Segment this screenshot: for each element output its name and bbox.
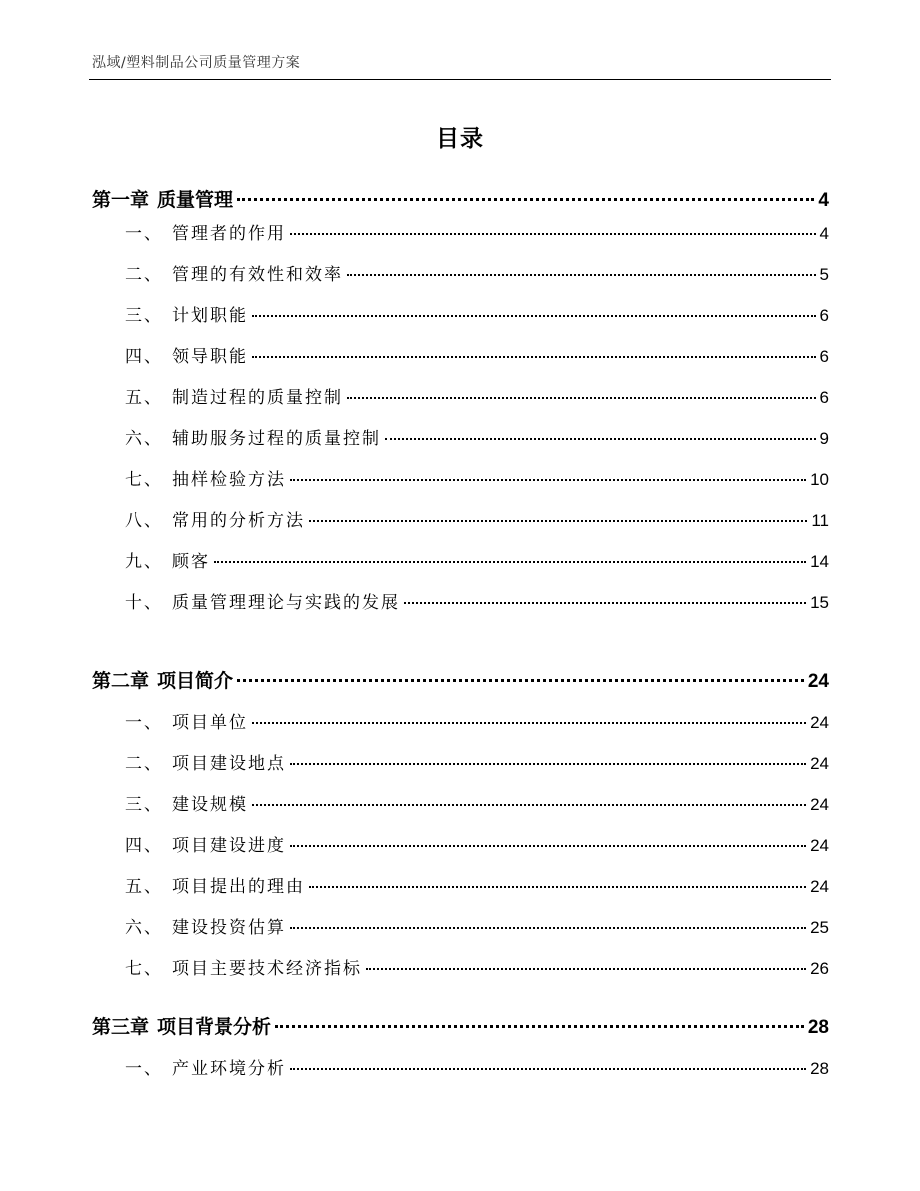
toc-chapter-entry[interactable] xyxy=(92,185,829,212)
entry-title: 项目提出的理由 xyxy=(172,877,305,897)
dot-leader xyxy=(309,520,807,522)
entry-number: 五、 xyxy=(125,388,163,408)
dot-leader xyxy=(275,1025,804,1028)
entry-title: 建设投资估算 xyxy=(172,918,286,938)
entry-page-number: 10 xyxy=(810,470,829,489)
toc-section-entry[interactable] xyxy=(125,547,829,572)
entry-page-number: 6 xyxy=(819,388,829,407)
entry-title: 项目主要技术经济指标 xyxy=(172,959,362,979)
entry-title: 项目背景分析 xyxy=(157,1016,272,1038)
entry-number: 十、 xyxy=(125,593,163,613)
entry-page-number: 4 xyxy=(819,224,829,243)
entry-number: 第三章 xyxy=(92,1016,150,1038)
entry-number: 五、 xyxy=(125,877,163,897)
dot-leader xyxy=(290,1068,806,1070)
entry-title: 管理的有效性和效率 xyxy=(172,265,343,285)
entry-number: 一、 xyxy=(125,1059,163,1079)
dot-leader xyxy=(290,927,806,929)
entry-page-number: 15 xyxy=(810,593,829,612)
entry-number: 七、 xyxy=(125,470,163,490)
toc-section-entry[interactable] xyxy=(125,872,829,897)
dot-leader xyxy=(290,233,816,235)
dot-leader xyxy=(347,274,816,276)
toc-section-entry[interactable] xyxy=(125,506,829,531)
running-header: 泓域/塑料制品公司质量管理方案 xyxy=(92,55,301,71)
toc-section-entry[interactable] xyxy=(125,342,829,367)
entry-title: 建设规模 xyxy=(172,795,248,815)
dot-leader xyxy=(237,198,814,201)
entry-number: 六、 xyxy=(125,918,163,938)
toc-section-entry[interactable] xyxy=(125,219,829,244)
dot-leader xyxy=(252,315,816,317)
toc-section-entry[interactable] xyxy=(125,954,829,979)
toc-section-entry[interactable] xyxy=(125,749,829,774)
dot-leader xyxy=(290,479,806,481)
toc-section-entry[interactable] xyxy=(125,424,829,449)
entry-title: 制造过程的质量控制 xyxy=(172,388,343,408)
dot-leader xyxy=(366,968,806,970)
dot-leader xyxy=(290,763,806,765)
entry-number: 三、 xyxy=(125,306,163,326)
entry-number: 一、 xyxy=(125,224,163,244)
toc-chapter-entry[interactable] xyxy=(92,666,829,693)
dot-leader xyxy=(309,886,806,888)
entry-number: 六、 xyxy=(125,429,163,449)
entry-page-number: 26 xyxy=(810,959,829,978)
entry-number: 四、 xyxy=(125,836,163,856)
entry-page-number: 28 xyxy=(810,1059,829,1078)
toc-section-entry[interactable] xyxy=(125,708,829,733)
entry-number: 第一章 xyxy=(92,189,150,211)
dot-leader xyxy=(237,679,804,682)
entry-number: 四、 xyxy=(125,347,163,367)
dot-leader xyxy=(252,722,806,724)
entry-number: 八、 xyxy=(125,511,163,531)
entry-page-number: 24 xyxy=(807,671,829,692)
entry-title: 常用的分析方法 xyxy=(172,511,305,531)
entry-page-number: 11 xyxy=(811,511,829,530)
toc-section-entry[interactable] xyxy=(125,383,829,408)
entry-page-number: 14 xyxy=(810,552,829,571)
entry-title: 项目简介 xyxy=(157,670,234,692)
entry-title: 辅助服务过程的质量控制 xyxy=(172,429,381,449)
entry-title: 质量管理 xyxy=(157,189,234,211)
entry-title: 项目单位 xyxy=(172,713,248,733)
toc-section-entry[interactable] xyxy=(125,913,829,938)
entry-page-number: 24 xyxy=(810,713,829,732)
entry-page-number: 24 xyxy=(810,836,829,855)
entry-page-number: 24 xyxy=(810,754,829,773)
dot-leader xyxy=(385,438,816,440)
toc-section-entry[interactable] xyxy=(125,301,829,326)
entry-title: 质量管理理论与实践的发展 xyxy=(172,593,400,613)
entry-page-number: 24 xyxy=(810,795,829,814)
header-rule xyxy=(89,79,831,80)
toc-section-entry[interactable] xyxy=(125,1054,829,1079)
entry-number: 九、 xyxy=(125,552,163,572)
entry-title: 项目建设进度 xyxy=(172,836,286,856)
entry-page-number: 4 xyxy=(818,190,829,211)
entry-page-number: 6 xyxy=(819,347,829,366)
entry-number: 三、 xyxy=(125,795,163,815)
dot-leader xyxy=(290,845,806,847)
dot-leader xyxy=(404,602,806,604)
toc-section-entry[interactable] xyxy=(125,831,829,856)
entry-page-number: 24 xyxy=(810,877,829,896)
entry-page-number: 6 xyxy=(819,306,829,325)
toc-section-entry[interactable] xyxy=(125,588,829,613)
entry-title: 计划职能 xyxy=(172,306,248,326)
dot-leader xyxy=(252,356,816,358)
toc-title: 目录 xyxy=(436,126,484,152)
dot-leader xyxy=(214,561,806,563)
entry-number: 二、 xyxy=(125,265,163,285)
entry-title: 产业环境分析 xyxy=(172,1059,286,1079)
toc-section-entry[interactable] xyxy=(125,790,829,815)
toc-section-entry[interactable] xyxy=(125,465,829,490)
entry-page-number: 28 xyxy=(807,1017,829,1038)
dot-leader xyxy=(347,397,816,399)
entry-title: 领导职能 xyxy=(172,347,248,367)
entry-title: 管理者的作用 xyxy=(172,224,286,244)
entry-title: 项目建设地点 xyxy=(172,754,286,774)
dot-leader xyxy=(252,804,806,806)
entry-title: 抽样检验方法 xyxy=(172,470,286,490)
entry-title: 顾客 xyxy=(172,552,210,572)
entry-page-number: 25 xyxy=(810,918,829,937)
entry-number: 一、 xyxy=(125,713,163,733)
entry-page-number: 5 xyxy=(819,265,829,284)
entry-number: 第二章 xyxy=(92,670,150,692)
toc-chapter-entry[interactable] xyxy=(92,1012,829,1039)
toc-section-entry[interactable] xyxy=(125,260,829,285)
entry-page-number: 9 xyxy=(819,429,829,448)
entry-number: 二、 xyxy=(125,754,163,774)
entry-number: 七、 xyxy=(125,959,163,979)
